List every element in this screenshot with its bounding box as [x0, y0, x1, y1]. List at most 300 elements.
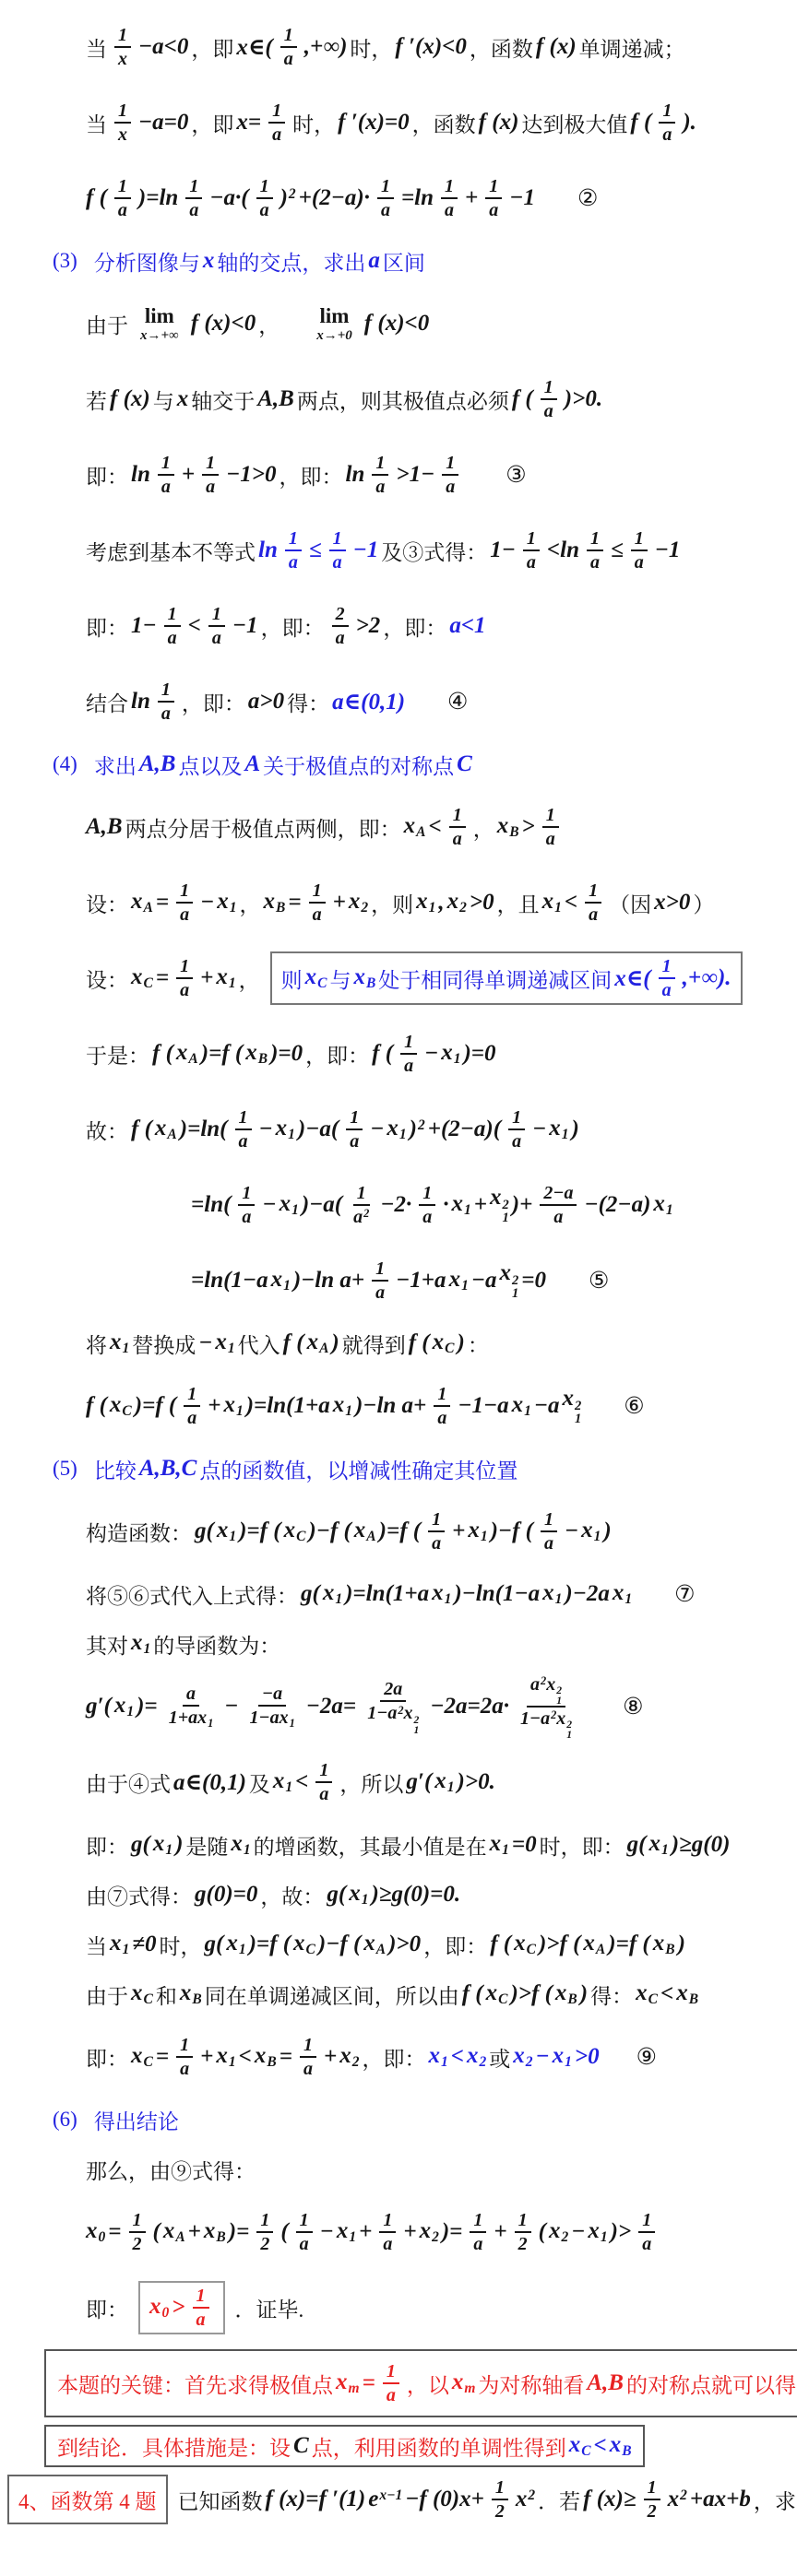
text-seg: 单调递减； — [578, 37, 685, 61]
math-seg: )=f ( — [248, 1932, 291, 1956]
text-seg: 时，即： — [539, 1835, 625, 1859]
fraction — [419, 1182, 435, 1228]
math-seg: ≠0 — [132, 1932, 157, 1956]
math-seg: a — [642, 2234, 652, 2254]
math-seg: a — [446, 477, 456, 497]
math-seg: 1 — [187, 1384, 197, 1404]
line-f-zero — [0, 1020, 797, 1088]
text-seg: 关于极值点的对称点 — [263, 754, 455, 778]
fraction — [315, 1759, 332, 1805]
math-seg: )−2a — [565, 1581, 610, 1606]
fraction-denominator — [542, 828, 559, 850]
fraction-numerator — [380, 1678, 406, 1702]
math-seg: )−ln a+ — [354, 1393, 427, 1418]
math-seg: )>0 — [388, 1932, 422, 1956]
math-seg: ( — [280, 2219, 289, 2244]
fraction-denominator — [176, 2058, 193, 2080]
text-seg: ， — [472, 817, 494, 841]
math-seg: )≥g(0)=0. — [371, 1882, 461, 1907]
fraction-denominator — [379, 2233, 396, 2255]
text-seg: 就得到 — [341, 1333, 406, 1357]
math-seg: a — [662, 124, 672, 145]
math-seg: 1 — [180, 956, 190, 976]
fraction — [363, 1678, 422, 1734]
math-seg: x1 — [131, 1629, 151, 1658]
math-seg: xA — [363, 1930, 387, 1958]
math-seg: ,+∞). — [682, 965, 732, 990]
fraction-denominator — [383, 2384, 399, 2406]
math-seg: ,+∞) — [303, 34, 348, 59]
math-seg: x2 — [339, 2042, 360, 2071]
math-seg: 1 — [512, 1107, 522, 1128]
math-seg: )−ln a+ — [292, 1268, 365, 1293]
text-seg: ， — [239, 892, 261, 916]
text-seg: ， — [258, 313, 280, 337]
text-seg: 与 — [329, 968, 351, 992]
math-seg: = — [155, 965, 170, 990]
line-eq-6 — [0, 1372, 797, 1440]
fraction — [193, 2285, 209, 2331]
math-seg: a — [180, 2059, 190, 2079]
math-seg: 1 — [543, 1509, 553, 1530]
fraction — [268, 100, 285, 146]
math-seg: ) — [579, 1981, 589, 2006]
text-seg: 代入 — [237, 1333, 280, 1357]
math-seg: x1 — [552, 2042, 572, 2071]
fraction-numerator — [332, 603, 349, 627]
math-seg: = — [155, 890, 170, 915]
math-seg: f (x) — [110, 386, 150, 411]
fraction-denominator — [419, 1206, 435, 1228]
math-seg: x1 — [542, 1579, 563, 1608]
math-seg: x 2 1 — [499, 1260, 519, 1302]
math-seg: a — [543, 401, 553, 421]
math-seg: )>f ( — [510, 1981, 553, 2006]
math-seg: x1 — [648, 1830, 669, 1859]
fraction-denominator — [280, 48, 297, 70]
math-seg: x1 — [197, 1707, 214, 1731]
fraction-numerator — [202, 452, 219, 476]
text-seg: （因 — [609, 892, 652, 916]
math-seg: x1 — [322, 1579, 343, 1608]
math-seg: a — [512, 1131, 522, 1152]
text-seg: 的导函数为： — [153, 1634, 281, 1658]
text-seg: 4、函数第 4 题 — [18, 2489, 157, 2513]
math-seg: 1 — [445, 176, 455, 196]
math-seg: )+ — [511, 1192, 533, 1217]
math-seg: a — [299, 2234, 309, 2254]
inline-box — [7, 2475, 168, 2524]
fraction-numerator — [383, 2360, 399, 2384]
math-seg: 1− — [131, 613, 157, 638]
math-seg: a∈(0,1) — [332, 690, 406, 715]
math-seg: x1 — [468, 1517, 488, 1545]
math-seg: )=ln — [137, 185, 179, 210]
text-seg: 即： — [86, 2047, 128, 2071]
text-seg: ．若 — [538, 2489, 581, 2513]
math-seg: x 2 1 — [546, 1673, 563, 1707]
text-seg: 由于④式 — [86, 1772, 171, 1796]
text-seg: 和 — [155, 1984, 177, 2008]
math-seg: xA — [583, 1930, 606, 1958]
math-seg: < — [187, 613, 201, 638]
fraction-numerator — [419, 1182, 435, 1206]
math-seg: −a=0 — [138, 110, 189, 135]
math-seg: f ( — [490, 1932, 512, 1956]
math-seg: )=ln(1+a — [245, 1393, 330, 1418]
fraction — [449, 804, 466, 850]
fraction-numerator — [256, 2209, 273, 2233]
math-seg: xB — [353, 963, 376, 992]
fraction — [245, 1683, 298, 1731]
math-seg: − — [370, 1117, 385, 1141]
text-seg: 分析图像与 — [93, 251, 200, 275]
line-define-xc — [0, 944, 797, 1012]
math-seg: a — [319, 1784, 329, 1804]
fraction-numerator — [542, 804, 559, 828]
math-seg: a — [332, 552, 342, 573]
math-seg: 1 — [117, 176, 127, 196]
fraction — [515, 2209, 531, 2255]
fraction-denominator — [176, 904, 193, 926]
math-seg: 1 — [642, 2210, 652, 2230]
math-seg: 2 — [517, 2234, 528, 2254]
math-seg: x1 — [110, 1329, 130, 1357]
fraction — [508, 1106, 525, 1152]
math-seg: x0 — [149, 2293, 170, 2322]
fraction-denominator — [184, 1407, 200, 1429]
math-seg: 1 — [332, 528, 342, 549]
math-seg: − — [535, 2044, 550, 2069]
math-seg: )=f ( — [134, 1393, 177, 1418]
spacer — [538, 198, 575, 199]
text-seg: 当 — [86, 37, 107, 61]
math-seg: xB — [554, 1979, 577, 2008]
math-seg: x>0 — [654, 890, 691, 915]
fraction-denominator — [585, 904, 601, 926]
fraction — [176, 2034, 193, 2080]
math-seg: x1 — [216, 1517, 237, 1545]
fraction-numerator — [353, 1182, 370, 1206]
math-seg: < — [295, 1769, 309, 1794]
line-x0-formula — [0, 2198, 797, 2266]
math-seg: $e^{x-1}$ — [368, 2487, 403, 2511]
math-seg: 1 — [662, 100, 672, 121]
text-seg: ，即： — [260, 616, 325, 640]
fraction — [285, 527, 302, 573]
fraction-numerator — [400, 1031, 417, 1055]
math-seg: A — [244, 751, 261, 776]
math-seg: 1− — [367, 1703, 388, 1724]
fraction-denominator — [492, 2500, 508, 2523]
math-seg: ). — [683, 110, 696, 135]
text-seg: 将⑤⑥式代入上式得： — [86, 1584, 298, 1608]
text-seg: 处于相同得单调递减区间 — [378, 968, 613, 992]
fraction-numerator — [485, 175, 502, 199]
fraction-numerator — [346, 1106, 363, 1130]
text-seg: ） — [693, 892, 715, 916]
text-seg: ，即： — [305, 1044, 370, 1068]
math-seg: −a·( — [209, 185, 249, 210]
fraction-denominator — [208, 627, 225, 649]
fraction — [346, 1106, 363, 1152]
math-seg: 1 — [375, 1258, 386, 1279]
math-seg: >0 — [469, 890, 494, 915]
line-substitute — [0, 1322, 797, 1365]
math-seg: $a^2$ — [387, 1703, 404, 1724]
line-fxc-gt — [0, 1923, 797, 1966]
fraction — [256, 2209, 273, 2255]
math-seg: −1 — [232, 613, 258, 638]
math-seg: −a<0 — [138, 34, 189, 59]
fraction-denominator — [363, 1702, 422, 1734]
math-seg: x2 — [513, 2042, 533, 2071]
math-seg: a — [187, 1408, 197, 1428]
math-seg: xB — [652, 1930, 675, 1958]
math-seg: a — [380, 200, 390, 220]
math-seg: 1 — [161, 453, 171, 473]
math-seg: )$^2$ — [280, 185, 296, 210]
math-seg: x2 — [419, 2217, 439, 2246]
math-seg: x1 — [275, 1115, 295, 1143]
math-seg: f (x) — [478, 110, 519, 135]
fraction-numerator — [315, 1759, 332, 1783]
math-seg: a — [167, 628, 177, 648]
math-seg: xA — [353, 1517, 376, 1545]
math-seg: f (x)=f ′(1) — [265, 2487, 366, 2511]
math-seg: x1 — [152, 1830, 173, 1859]
fraction-denominator — [587, 551, 603, 573]
text-seg: 结合 — [86, 691, 128, 715]
fraction-numerator — [585, 880, 601, 904]
math-seg: >1− — [396, 462, 435, 487]
math-seg: x1 — [216, 2042, 236, 2071]
math-seg: x — [118, 49, 127, 69]
math-seg: 1 — [356, 1183, 366, 1203]
math-seg: x∈( — [614, 966, 651, 991]
math-seg: − — [258, 1117, 273, 1141]
math-seg: )= — [228, 2219, 250, 2244]
header-step-6 — [0, 2098, 797, 2141]
text-seg: 轴交于 — [191, 389, 256, 413]
math-seg: −2· — [380, 1192, 412, 1217]
text-seg: 求出 — [93, 754, 137, 778]
math-seg: x1 — [653, 1190, 673, 1219]
circled-ref: ② — [577, 186, 599, 211]
math-seg: −2a= — [305, 1694, 357, 1719]
fraction-numerator — [114, 100, 131, 124]
fraction-numerator — [256, 175, 273, 199]
math-seg: xC — [109, 1391, 132, 1420]
math-seg: +ax+b — [689, 2487, 751, 2511]
math-seg: <ln — [546, 538, 580, 562]
spacer — [635, 1594, 672, 1595]
text-seg: 与 — [152, 389, 174, 413]
fraction-numerator — [176, 880, 193, 904]
note-key-1 — [44, 2349, 797, 2417]
math-seg: a — [545, 829, 555, 849]
fraction-denominator — [329, 551, 346, 573]
math-seg: +(2−a)( — [427, 1117, 502, 1141]
math-seg: g( — [131, 1832, 150, 1857]
text-seg: 得： — [590, 1984, 634, 2008]
text-seg: 则 — [280, 968, 303, 992]
math-seg: a — [661, 980, 672, 1000]
math-seg: a — [303, 2059, 313, 2079]
fraction — [434, 1383, 450, 1429]
math-seg: 1 — [661, 956, 672, 976]
fraction-numerator — [659, 100, 675, 124]
math-seg: x 2 1 — [562, 1386, 582, 1427]
text-seg: 点的函数值，以增减性确定其位置 — [199, 1459, 518, 1483]
text-seg: 本题的关键：首先求得极值点 — [57, 2373, 333, 2397]
math-seg: x1 — [336, 2217, 357, 2246]
math-seg: xC — [485, 1979, 508, 2008]
line-eq-3 — [0, 441, 797, 509]
math-seg: g( — [204, 1932, 224, 1956]
math-seg: 1 — [526, 528, 536, 549]
fraction — [372, 1258, 388, 1304]
math-seg: 1 — [473, 2210, 483, 2230]
spacer — [80, 2120, 91, 2121]
fraction — [470, 2209, 486, 2255]
fraction-denominator — [541, 1532, 557, 1554]
text-seg: 若 — [86, 389, 107, 413]
line-construct-g — [0, 1497, 797, 1566]
math-seg: x — [118, 124, 127, 145]
fraction — [238, 1182, 255, 1228]
math-seg: = — [362, 2370, 375, 2395]
text-seg: 达到极大值 — [521, 112, 628, 136]
math-seg: −1 — [352, 538, 379, 562]
limit: lim x→+∞ — [140, 303, 179, 343]
math-seg: = — [279, 2044, 292, 2069]
line-next-problem — [0, 2475, 797, 2524]
math-seg: x1 — [588, 2217, 608, 2246]
fraction-numerator — [372, 452, 388, 476]
math-seg: 1− — [519, 1708, 541, 1729]
math-seg: g( — [195, 1518, 214, 1543]
fraction-denominator — [114, 124, 131, 146]
math-seg: x2 — [348, 888, 369, 916]
fraction — [329, 527, 346, 573]
math-seg: f ( — [131, 1117, 152, 1141]
math-seg: 1 — [242, 1183, 252, 1203]
math-seg: x0 — [86, 2217, 106, 2246]
math-seg: x2 — [446, 888, 467, 916]
math-seg: A,B,C — [138, 1456, 197, 1481]
line-eq-5 — [0, 1247, 797, 1315]
fraction — [300, 2034, 316, 2080]
math-seg: xA — [131, 888, 153, 916]
math-seg: )=0 — [270, 1041, 303, 1066]
text-seg: ，即： — [279, 465, 343, 489]
fraction — [309, 880, 326, 926]
math-seg: 1 — [206, 453, 216, 473]
line-basic-inequality — [0, 516, 797, 585]
math-seg: A,B — [587, 2370, 624, 2395]
math-seg: )= — [137, 1694, 158, 1719]
fraction-numerator — [164, 603, 181, 627]
math-seg: a — [383, 2234, 393, 2254]
math-seg: a — [206, 477, 216, 497]
spacer — [80, 764, 91, 765]
math-seg: g( — [626, 1832, 647, 1857]
line-derivative-intro — [0, 1623, 797, 1665]
math-seg: 1 — [211, 604, 221, 624]
math-seg: 2 — [132, 2234, 142, 2254]
math-seg: xC — [131, 2042, 153, 2071]
math-seg: xB — [676, 1979, 699, 2008]
fraction-denominator — [541, 400, 557, 422]
fraction-numerator — [114, 24, 131, 48]
math-seg: − — [571, 2219, 586, 2244]
fraction — [541, 376, 557, 422]
math-seg: $x^2$ — [667, 2487, 687, 2511]
math-seg: ln — [345, 462, 365, 487]
math-seg: a — [161, 477, 171, 497]
fraction-denominator — [285, 551, 302, 573]
text-seg: ，函数 — [411, 112, 476, 136]
text-seg: 于是： — [86, 1044, 149, 1068]
text-seg: ，即 — [191, 37, 234, 61]
math-seg: xA — [154, 1115, 177, 1143]
fraction-numerator — [285, 527, 302, 551]
text-seg: 设： — [86, 968, 128, 992]
fraction — [585, 880, 601, 926]
math-seg: xB — [254, 2042, 277, 2071]
line-eq-7 — [0, 1573, 797, 1615]
math-seg: a — [437, 1408, 447, 1428]
math-seg: f ( — [86, 185, 107, 210]
math-seg: a — [543, 1533, 553, 1554]
math-seg: 1 — [288, 528, 298, 549]
fraction — [185, 175, 202, 221]
text-seg: ，即： — [362, 2047, 426, 2071]
math-seg: a — [386, 2385, 396, 2405]
line-g-positive — [0, 1748, 797, 1816]
math-seg: xC — [131, 1979, 153, 2008]
math-seg: + — [452, 1518, 466, 1543]
fraction-numerator — [523, 527, 540, 551]
fraction — [158, 452, 174, 498]
math-seg: )>0. — [457, 1769, 495, 1794]
math-seg: + — [200, 965, 214, 990]
math-seg: xB — [609, 2431, 632, 2460]
math-seg: +(2−a)· — [298, 185, 370, 210]
math-seg: f ( — [630, 110, 652, 135]
math-seg: x1 — [489, 1830, 509, 1859]
text-seg: 当 — [86, 112, 107, 136]
math-seg: 1+a — [168, 1707, 198, 1729]
math-seg: x — [176, 386, 189, 411]
math-seg: g( — [327, 1882, 347, 1907]
math-seg: a — [368, 248, 380, 273]
math-seg: xA — [175, 1039, 198, 1068]
line-eq-4 — [0, 668, 797, 736]
fraction — [256, 175, 273, 221]
math-seg: − — [198, 1330, 213, 1355]
text-seg: ，即： — [423, 1934, 488, 1958]
math-seg: f ( — [282, 1330, 304, 1355]
text-seg: 当 — [86, 1934, 107, 1958]
math-seg: 1 — [260, 2210, 270, 2230]
math-seg: + — [181, 462, 196, 487]
text-seg: 即： — [86, 1835, 128, 1859]
fraction-denominator — [638, 2233, 655, 2255]
text-seg: 即： — [86, 2298, 128, 2322]
math-seg: > — [521, 814, 535, 839]
